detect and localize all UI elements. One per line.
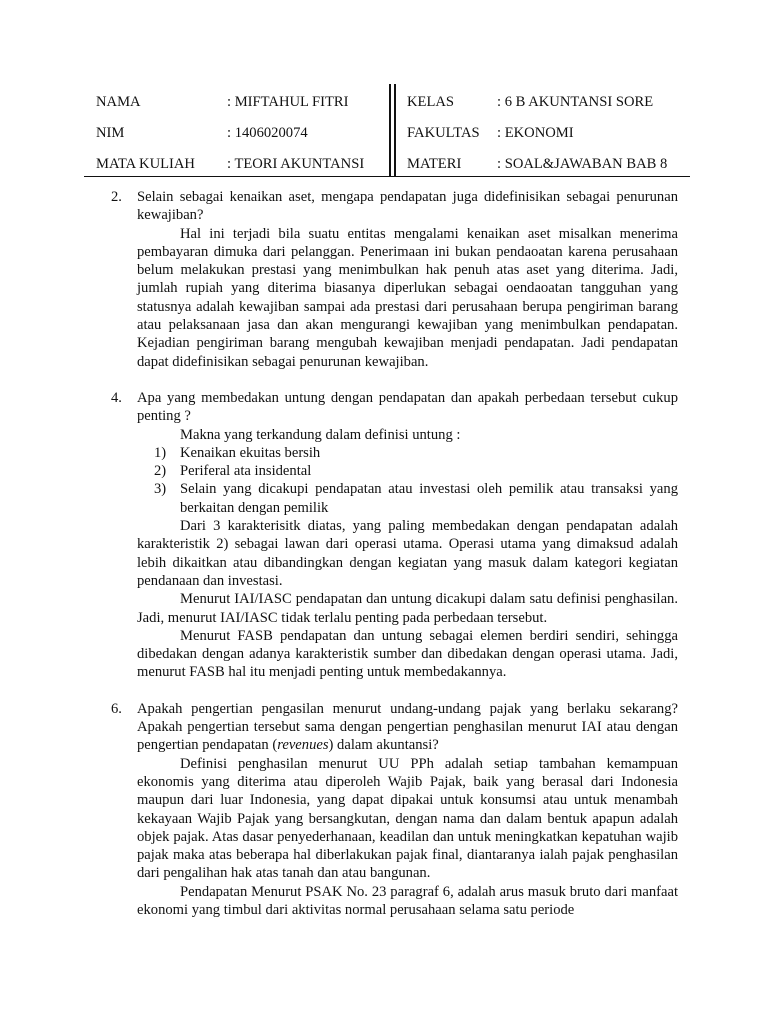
question-text: Apakah pengertian pengasilan menurut undang-undang pajak yang berlaku sekarang? Apakah pengertian tersebut sama dengan pengertian penghasilan menurut IAI atau dengan pengertian pendapatan ( xyxy=(137,700,678,754)
list-number: 1) xyxy=(154,444,167,461)
label-kelas: KELAS xyxy=(407,94,455,110)
header-rule xyxy=(84,176,690,177)
question-number: 4. xyxy=(111,389,122,406)
value-fakultas: : EKONOMI xyxy=(497,125,574,141)
list-number: 3) xyxy=(154,481,167,498)
list-number: 2) xyxy=(154,463,167,480)
value-nim: : 1406020074 xyxy=(227,125,308,141)
answer-intro: Makna yang terkandung dalam definisi untung : xyxy=(180,426,461,443)
question-6 xyxy=(111,700,678,755)
header-divider-right xyxy=(394,84,396,176)
question-4 xyxy=(111,389,678,426)
value-kelas: : 6 B AKUNTANSI SORE xyxy=(497,94,654,110)
answer-paragraph: Pendapatan Menurut PSAK No. 23 paragraf 6, adalah arus masuk bruto dari manfaat ekonomi yang timbul dari aktivitas normal perusahaan selama satu periode xyxy=(137,883,678,918)
answer-paragraph: Menurut IAI/IASC pendapatan dan untung dicakupi dalam satu definisi penghasilan. Jadi, menurut IAI/IASC tidak terlalu penting pada perbedaan tersebut. xyxy=(137,591,678,626)
question-number: 6. xyxy=(111,700,122,717)
question-text: Apa yang membedakan untung dengan pendapatan dan apakah perbedaan tersebut cukup penting ? xyxy=(137,389,678,425)
value-mata-kuliah: : TEORI AKUNTANSI xyxy=(227,156,365,172)
label-fakultas: FAKULTAS xyxy=(407,125,480,141)
label-nim: NIM xyxy=(96,125,125,141)
answer-paragraph: Hal ini terjadi bila suatu entitas mengalami kenaikan aset misalkan menerima pembayaran dimuka dari pelanggan. Penerimaan ini bukan pendaoatan karena perusahaan belum melakukan prestasi yang menimbulkan hak penuh atas aset yang diterima. Jadi, jumlah rupiah yang diterima biasanya diperlukan sebagai oendaoatan tangguhan yang statusnya adalah kewajiban sampai ada prestasi dari perusahaan berupa pengiriman barang atau pelaksanaan jasa dan akan mengurangi kewajiban yang menimbulkan pendapatan. Kejadian pengiriman barang mengubah kewajiban menjadi pendapatan. Jadi pendapatan dapat didefinisikan sebagai penurunan kewajiban. xyxy=(137,225,678,370)
answer-paragraph: Menurut FASB pendapatan dan untung sebagai elemen berdiri sendiri, sehingga dibedakan dengan adanya karakteristik sumber dan dibedakan dengan operasi utama. Jadi, menurut FASB hal itu menjadi penting untuk membedakannya. xyxy=(137,627,678,681)
document-body xyxy=(0,188,768,919)
student-info-header xyxy=(0,0,768,180)
label-mata-kuliah: MATA KULIAH xyxy=(96,156,195,172)
value-materi: : SOAL&JAWABAN BAB 8 xyxy=(497,156,668,172)
list-item xyxy=(154,462,678,480)
header-divider-left xyxy=(389,84,391,176)
answer-paragraph: Dari 3 karakterisitk diatas, yang paling membedakan dengan pendapatan adalah karakteristik 2) sebagai lawan dari operasi utama. Operasi utama yang dimaksud adalah lebih dikaitkan atau dibandingkan dengan kegiatan yang masuk dalam kategori kegiatan pendanaan dan investasi. xyxy=(137,518,678,589)
list-text: Kenaikan ekuitas bersih xyxy=(180,444,321,461)
question-text-end: ) dalam akuntansi? xyxy=(328,737,439,754)
list-text: Selain yang dicakupi pendapatan atau investasi oleh pemilik atau transaksi yang berkaitan dengan pemilik xyxy=(180,481,678,516)
list-item xyxy=(154,480,678,517)
list-item xyxy=(154,444,678,462)
label-nama: NAMA xyxy=(96,94,141,110)
question-2 xyxy=(111,188,678,225)
question-text: Selain sebagai kenaikan aset, mengapa pendapatan juga didefinisikan sebagai penurunan kewajiban? xyxy=(137,189,678,224)
question-text-italic: revenues xyxy=(277,737,329,754)
question-number: 2. xyxy=(111,189,122,205)
value-nama: : MIFTAHUL FITRI xyxy=(227,94,349,110)
list-text: Periferal ata insidental xyxy=(180,463,312,480)
label-materi: MATERI xyxy=(407,156,462,172)
answer-paragraph: Definisi penghasilan menurut UU PPh adalah setiap tambahan kemampuan ekonomis yang diterima atau diperoleh Wajib Pajak, baik yang berasal dari Indonesia maupun dari luar Indonesia, yang dapat dipakai untuk konsumsi atau untuk menambah kekayaan Wajib Pajak yang bersangkutan, dengan nama dan dalam bentuk apapun adalah objek pajak. Atas dasar penyederhanaan, keadilan dan untuk meningkatkan kepatuhan wajib pajak maka atas beberapa hal diberlakukan pajak final, diantaranya ialah pajak penghasilan dari pengalihan hak atas tanah dan atau bangunan. xyxy=(137,755,678,882)
